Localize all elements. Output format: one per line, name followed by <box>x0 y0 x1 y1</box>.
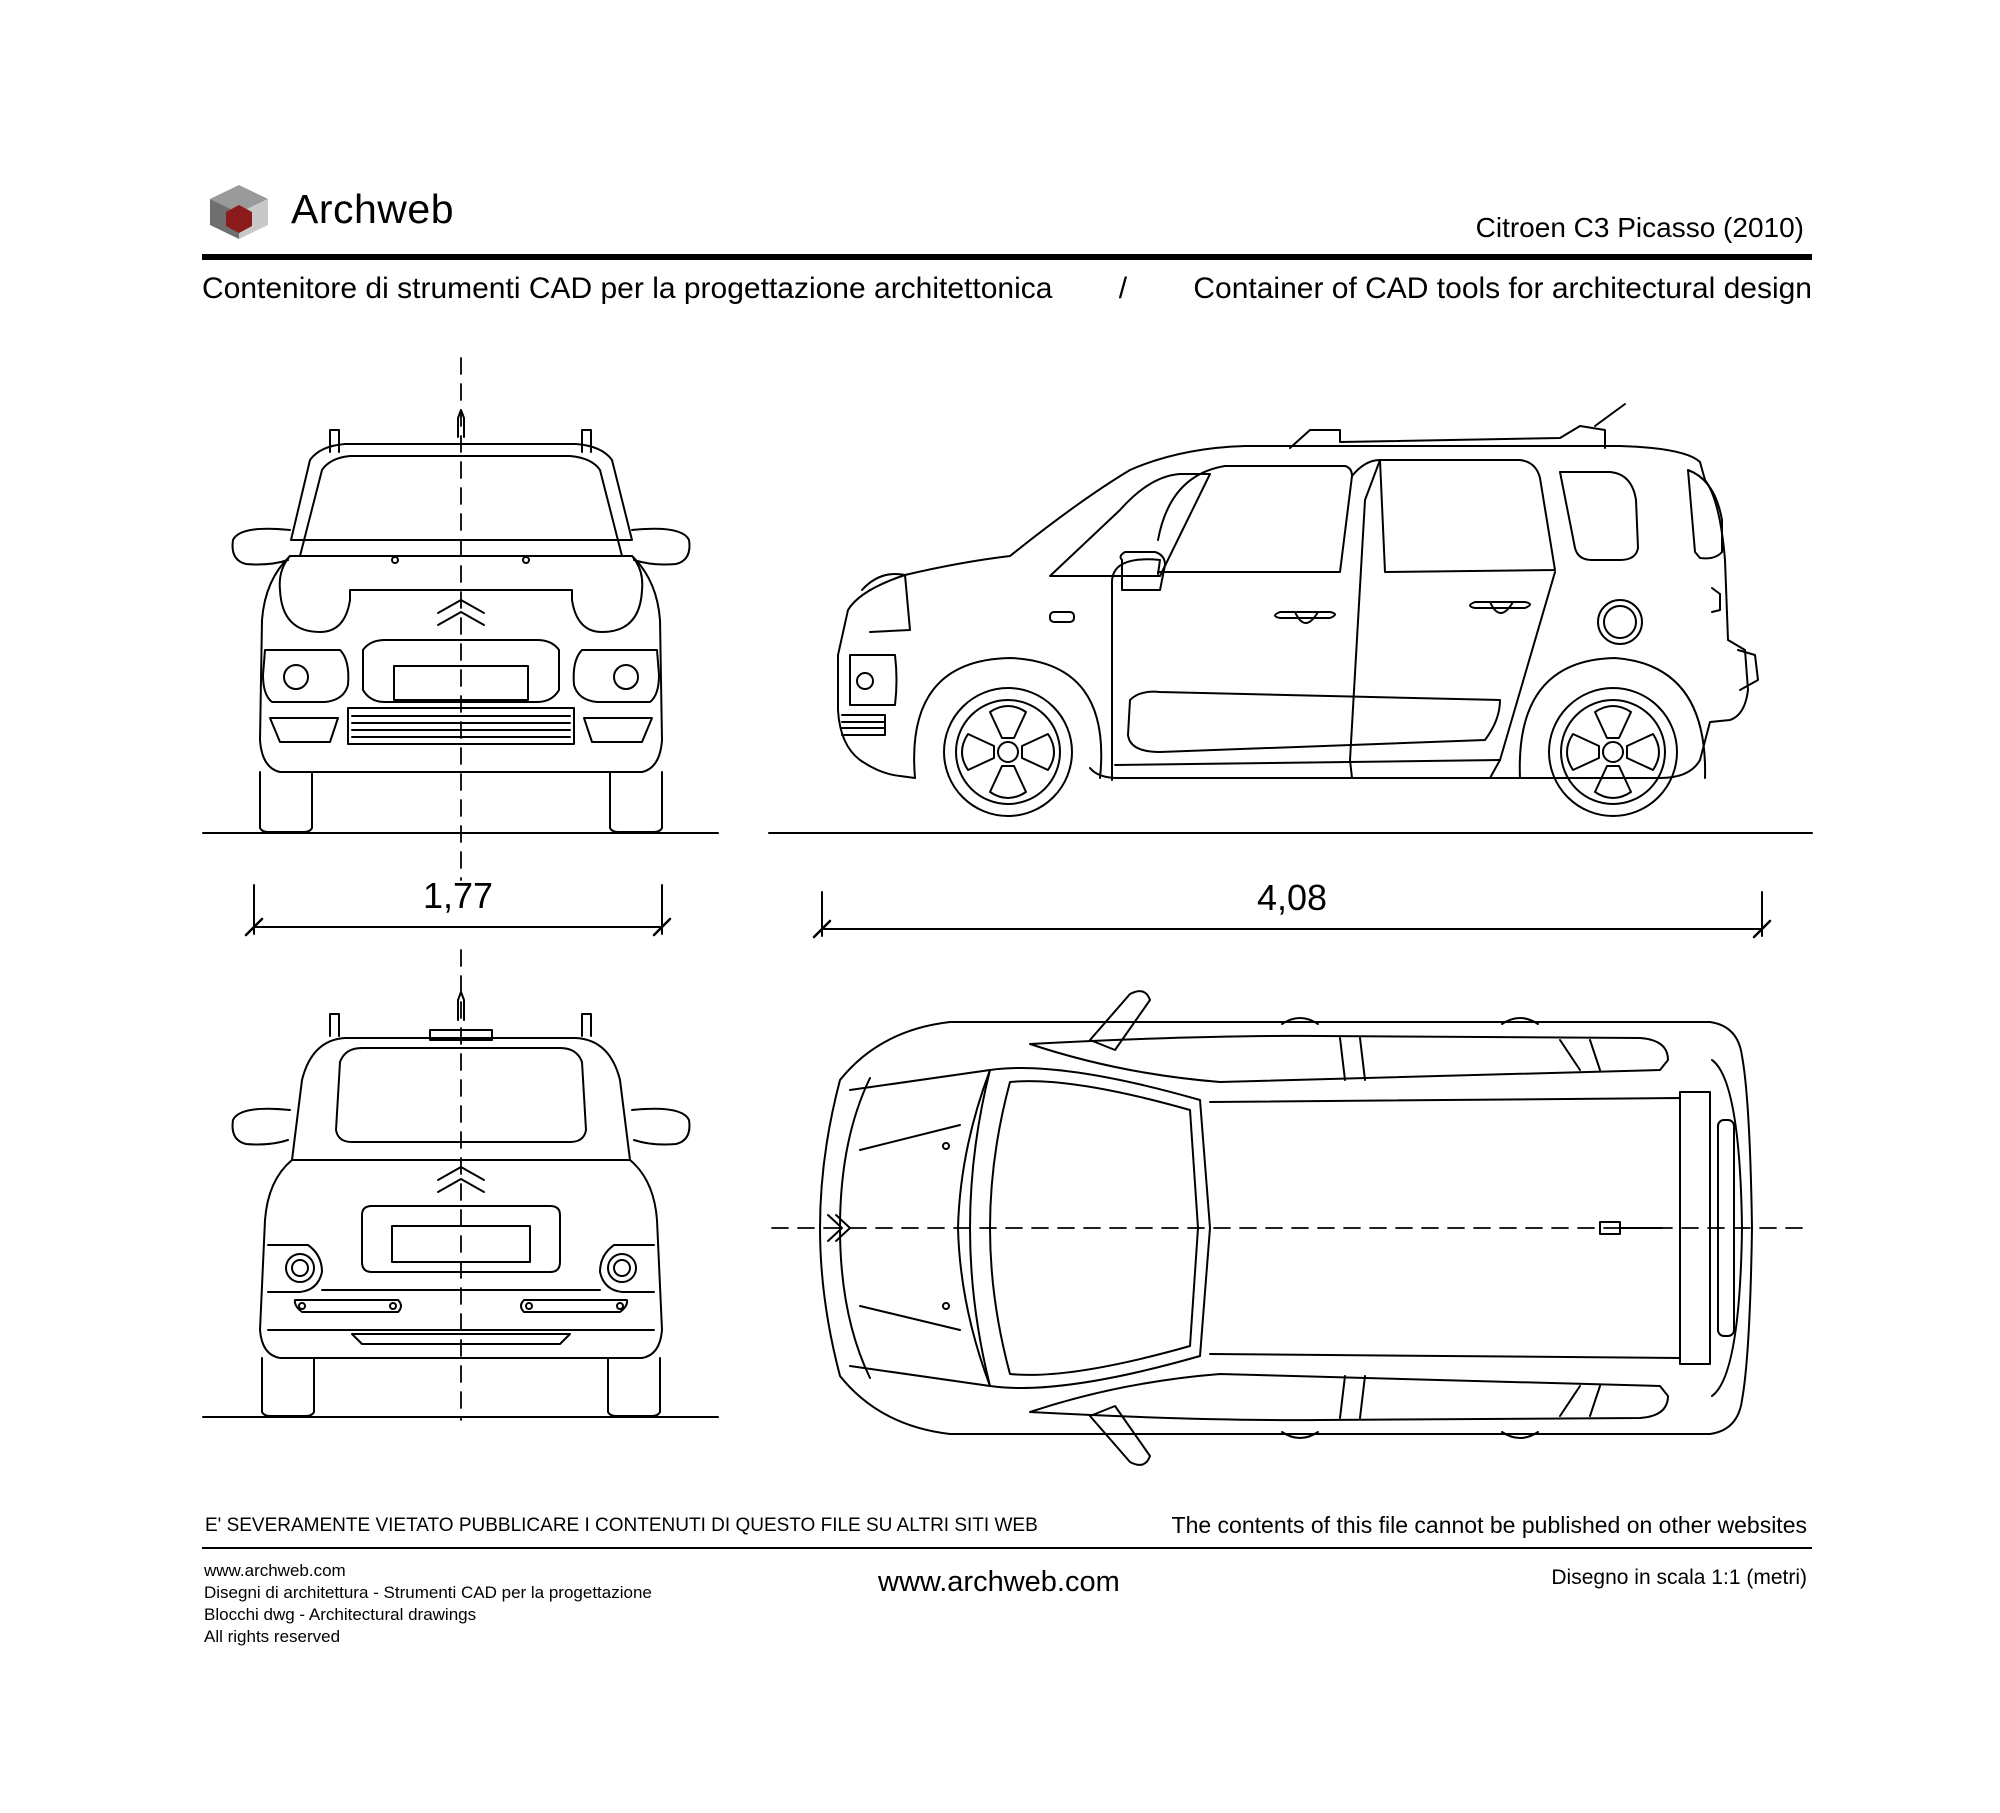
subtitle-italian: Contenitore di strumenti CAD per la progettazione architettonica <box>202 272 1053 305</box>
footer-url[interactable]: www.archweb.com <box>878 1566 1120 1598</box>
front-wheel <box>944 688 1072 816</box>
length-dimension-label: 4,08 <box>1256 877 1328 918</box>
width-dimension-label: 1,77 <box>422 875 494 916</box>
copyright-warning-english: The contents of this file cannot be published on other websites <box>1171 1512 1807 1538</box>
footer-line-rights: All rights reserved <box>204 1627 341 1646</box>
rear-wheel <box>1549 688 1677 816</box>
side-view <box>838 404 1758 816</box>
drawing-title: Citroen C3 Picasso (2010) <box>1475 212 1804 243</box>
subtitle-english: Container of CAD tools for architectural design <box>1193 272 1812 305</box>
scale-note: Disegno in scala 1:1 (metri) <box>1551 1566 1807 1589</box>
subtitle-separator: / <box>1118 272 1128 305</box>
center-axis-lines <box>461 358 1812 1420</box>
copyright-warning-italian: E' SEVERAMENTE VIETATO PUBBLICARE I CONTENUTI DI QUESTO FILE SU ALTRI SITI WEB <box>205 1515 1038 1536</box>
footer-line-drawings: Disegni di architettura - Strumenti CAD per la progettazione <box>204 1583 652 1602</box>
footer-rule <box>202 1547 1812 1549</box>
footer-line-website: www.archweb.com <box>204 1561 346 1580</box>
logo-text: Archweb <box>291 186 455 232</box>
footer-line-blocks: Blocchi dwg - Architectural drawings <box>204 1605 477 1624</box>
